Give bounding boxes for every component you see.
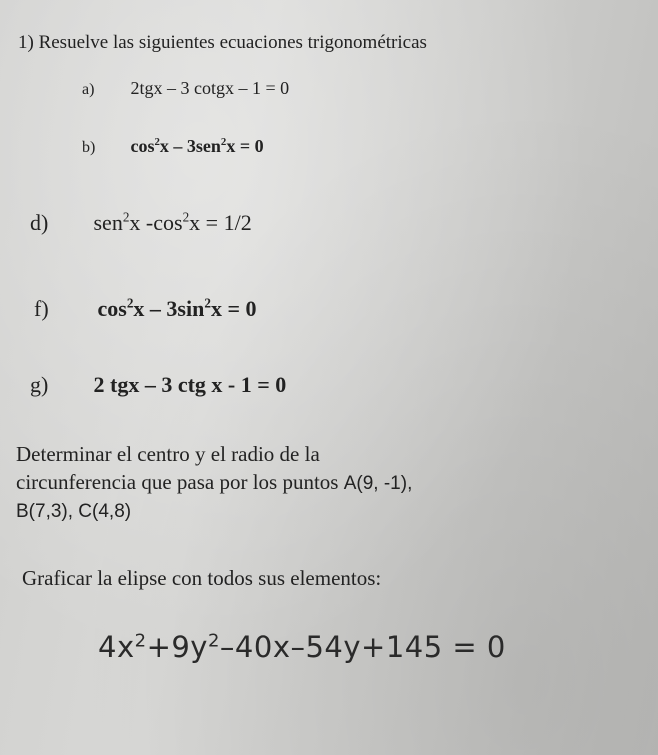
equation-a xyxy=(82,78,289,99)
equation-expression: $\cos^2x - 3\sin^2x = 0$ xyxy=(97,295,257,321)
equation-g xyxy=(30,372,286,398)
equation-expression: 2tgx – 3 cotgx – 1 = 0 xyxy=(130,78,290,98)
equation-expression: sen$^2$x $-\cos^2x = 1/2$ xyxy=(93,209,252,235)
points-b-c: B(7,3), C(4,8) xyxy=(16,501,132,522)
ellipse-problem-text: Graficar la elipse con todos sus elementos: xyxy=(22,566,382,590)
equation-label: a) xyxy=(82,81,95,98)
ellipse-equation: $4x^2+9y^2-40x-54y+145 = 0$ xyxy=(98,630,506,664)
circle-problem-line1: Determinar el centro y el radio de la xyxy=(16,442,320,466)
equation-label: d) xyxy=(30,210,49,235)
circle-problem xyxy=(16,440,412,526)
exercise-title: 1) Resuelve las siguientes ecuaciones trigonométricas xyxy=(18,32,427,53)
equation-f xyxy=(34,296,256,322)
equation-expression: $\cos^2x - 3sen^2x = 0$ xyxy=(130,136,264,156)
circle-problem-line2: circunferencia que pasa por los puntos A(9, -1), xyxy=(16,470,413,494)
equation-b xyxy=(82,136,264,157)
equation-label: f) xyxy=(34,296,49,321)
equation-label: g) xyxy=(30,372,49,397)
equation-label: b) xyxy=(82,139,96,156)
equation-expression: 2 tgx – 3 ctg x - 1 = 0 xyxy=(93,372,287,397)
equation-d xyxy=(30,210,252,236)
point-a: A(9, -1), xyxy=(343,473,413,494)
